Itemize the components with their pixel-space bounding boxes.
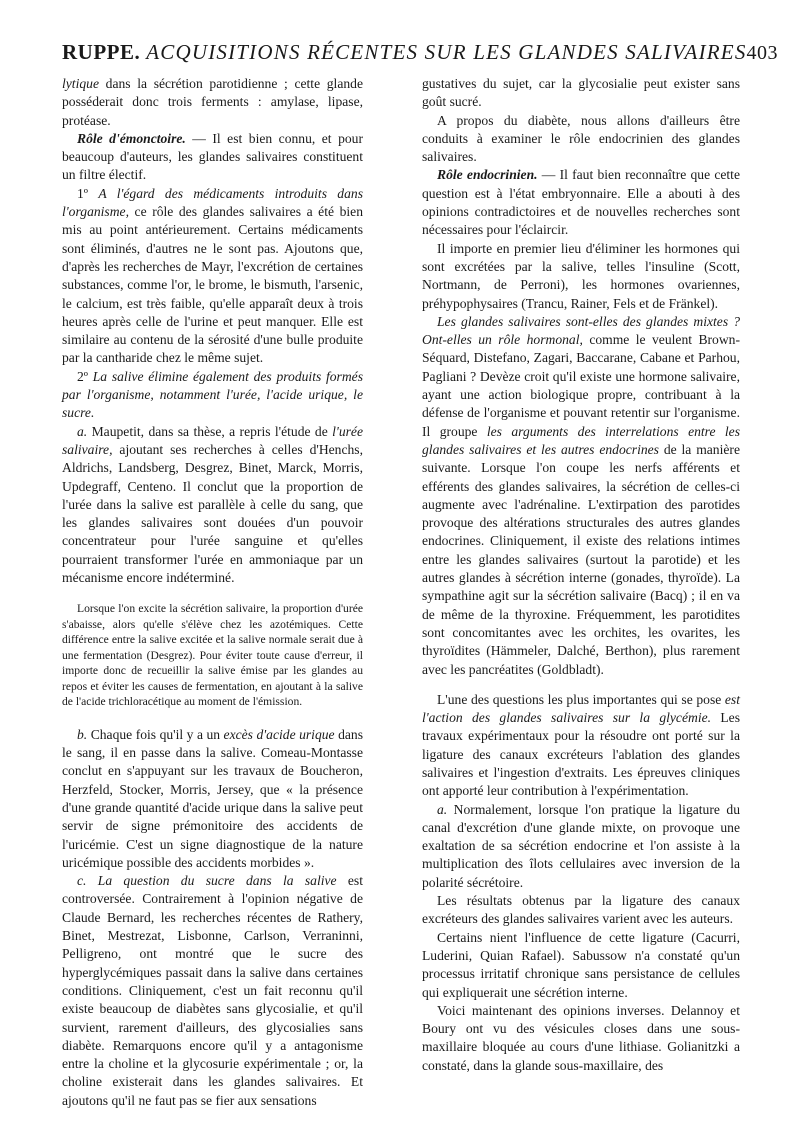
paragraph-text: Normalement, lorsque l'on pratique la ligature du canal d'excrétion d'une glande mixte, on provoque une exaltation de sa sécrétion endocrine et l'on assiste à la multiplication des îlots cellulaires avec inversion de la polarité sécrétoire.	[422, 801, 740, 890]
paragraph-text: — Il faut bien reconnaître que cette question est à l'état embryonnaire. Elle a abouti à des opinions contradictoires et de nouvelles recherches sont nécessaires pour l'éclaircir.	[422, 167, 740, 238]
item-letter: a.	[437, 801, 448, 817]
item-letter: b.	[77, 726, 88, 742]
paragraph: A propos du diabète, nous allons d'ailleurs être conduits à examiner le rôle endocrinien des glandes salivaires.	[422, 112, 740, 165]
paragraph	[62, 75, 363, 130]
left-column	[62, 75, 363, 1110]
italic-term: lytique	[62, 76, 99, 91]
item-number: 1º	[77, 185, 99, 201]
italic-lead: A l'égard des médicaments introduits dans l'organisme,	[62, 185, 363, 220]
paragraph	[62, 423, 363, 588]
italic-lead: La salive élimine également des produits formés par l'organisme, notamment l'urée, l'acide urique, le sucre.	[62, 368, 363, 421]
section-heading: Rôle d'émonctoire.	[77, 130, 186, 146]
paragraph	[422, 313, 740, 679]
small-print-note	[62, 601, 363, 710]
paragraph-text: dans la sécrétion parotidienne ; cette glande posséderait donc trois ferments : amylase, lipase, protéase.	[62, 76, 363, 128]
paragraph	[62, 130, 363, 185]
header-left	[62, 40, 747, 65]
paragraph: Les résultats obtenus par la ligature des canaux excréteurs des glandes salivaires varient avec les auteurs.	[422, 893, 740, 927]
italic-lead: La question du sucre dans la salive	[86, 873, 337, 889]
paragraph-text: ajoutant ses recherches à celles d'Henchs, Aldrichs, Landsberg, Desgrez, Binet, Marck, Morris, Updegraff, Centeno. Il conclut que la proportion de l'urée dans la salive est parallèle à celle du sang, que les glandes salivaires sont douées d'un pouvoir concentrateur pour l'urée sanguine et qu'elles pourraient transformer l'urée en ammoniaque par un mécanisme encore indéterminé.	[62, 441, 363, 586]
paragraph-text: ce rôle des glandes salivaires a été bien mis au point antérieurement. Certains médicaments sont éliminés, d'autres ne le sont pas. Ajoutons que, d'après les recherches de Mayr, l'excrétion de certaines substances, comme l'or, le brome, le bismuth, l'arsenic, le calcium, est très faible, qu'elle apparaît deux à trois heures après celle de l'urine et peut manquer. Elle est similaire au contenu de la sérosité d'une bulle produite par la cantharide chez le même sujet.	[62, 204, 363, 366]
paragraph	[62, 872, 363, 1110]
header-author: RUPPE.	[62, 40, 141, 64]
italic-term: excès d'acide urique	[223, 726, 335, 742]
italic-term: les arguments des interrelations entre les glandes salivaires et les autres endocrines	[422, 423, 740, 457]
paragraph: Certains nient l'influence de cette ligature (Cacurri, Luderini, Quian Rafael). Sabussow n'a constaté qu'un processus irritatif chronique sans persistance de cellules qui expliquerait une sécrétion interne.	[422, 929, 740, 1000]
paragraph-text: est controversée. Contrairement à l'opinion négative de Claude Bernard, les recherches récentes de Rathery, Binet, Mestrezat, Lisbonne, Carlson, Verraninni, Pelligreno, ont montré que le sucre des hyperglycémiques passait dans la salive dans certaines conditions. Cliniquement, c'est un fait reconnu qu'il existe beaucoup de diabètes sans glycosialie, et qu'il survient, rarement d'ailleurs, des glycosialies sans diabète. Remarquons encore qu'il y a antagonisme entre la choline et la glycosurie expérimentale ; or, la choline existerait dans les glandes salivaires. Et ajoutons qu'il ne faut pas se fier aux sensations	[62, 873, 363, 1108]
item-letter: a.	[77, 423, 88, 439]
paragraph-text: — Il est bien connu, et pour beaucoup d'auteurs, les glandes salivaires constituent un filtre électif.	[62, 130, 363, 183]
paragraph-text: Maupetit, dans sa thèse, a repris l'étude de	[87, 423, 333, 439]
paragraph-text: Chaque fois qu'il y a un	[87, 726, 224, 742]
note-text: Lorsque l'on excite la sécrétion salivaire, la proportion d'urée s'abaisse, alors qu'elle s'élève chez les azotémiques. Cette différence entre la salive excitée et la salive normale serait due à une fermentation (Desgrez). Pour éviter toute cause d'erreur, il importe donc de recueillir la salive émise par les glandes au repos et éviter les causes de fermentation, en ajoutant à la salive de l'acide trichloracétique au moment de l'émission.	[62, 602, 363, 709]
paragraph: gustatives du sujet, car la glycosialie peut exister sans goût sucré.	[422, 76, 740, 110]
italic-term: l'urée salivaire,	[62, 423, 363, 457]
paragraph-text: L'une des questions les plus importantes qui se pose	[437, 691, 725, 707]
paragraph-text: Les travaux expérimentaux pour la résoudre ont porté sur la ligature des canaux excréteurs l'ablation des glandes salivaires et l'ingestion d'extraits. Les épreuves cliniques ont apporté leur contribution à l'expérimentation.	[422, 710, 740, 799]
header-title: ACQUISITIONS RÉCENTES SUR LES GLANDES SALIVAIRES	[146, 40, 747, 64]
paragraph	[422, 801, 740, 892]
italic-term: est l'action des glandes salivaires sur la glycémie.	[422, 691, 740, 726]
page-number: 403	[746, 42, 779, 64]
item-number: 2º	[77, 368, 93, 384]
paragraph	[422, 166, 740, 239]
paragraph-text: de la manière suivante. Lorsque l'on coupe les nerfs afférents et efférents des glandes salivaires, la sécrétion de celles-ci augmente avec l'adrénaline. L'extirpation des parotides provoque des altérations structurales des autres glandes endocrines. Cliniquement, il existe des relations intimes entre les glandes salivaires (surtout la parotide) et les autres glandes à sécrétion interne (gonades, thyroïde). La sympathine agit sur la sécrétion salivaire (Bacq) ; il en va de même de la thyroxine. Fréquemment, les parotidites sont concomitantes avec les orchites, les ovarites, les thyroïdites (Hämmeler, Dalché, Berthon), plus rarement avec les pancréatites (Goldbladt).	[422, 441, 740, 677]
paragraph-text: comme le veulent Brown-Séquard, Distefano, Zagari, Baccarane, Cabane et Parhou, Pagliani ? Devèze croit qu'il existe une hormone salivaire, ayant une action biologique propre, contribuant à la défense de l'organisme et pouvant retentir sur l'organisme. Il groupe	[422, 332, 740, 439]
item-letter: c.	[77, 873, 87, 889]
italic-lead: Les glandes salivaires sont-elles des glandes mixtes ? Ont-elles un rôle hormonal,	[422, 313, 740, 348]
paragraph	[62, 726, 363, 872]
spacer	[422, 679, 740, 691]
paragraph: Il importe en premier lieu d'éliminer les hormones qui sont excrétées par la salive, telles l'insuline (Scott, Nortmann, de Perroni), les hormones ovariennes, préhypophysaires (Trancu, Rainer, Fels et de Fränkel).	[422, 240, 740, 311]
section-heading: Rôle endocrinien.	[437, 167, 538, 183]
right-column	[422, 75, 740, 1075]
running-header	[62, 40, 779, 74]
paragraph: Voici maintenant des opinions inverses. Delannoy et Boury ont vu des vésicules closes dans une sous-maxillaire bloquée au cours d'une lithiase. Golianitzki a constaté, dans la glande sous-maxillaire, des	[422, 1002, 740, 1073]
paragraph-text: dans le sang, il en passe dans la salive. Comeau-Montasse conclut en s'appuyant sur les travaux de Boucheron, Herzfeld, Stocker, Morris, Jersey, que « la présence d'une grande quantité d'acide urique dans la salive peut servir de signe prémonitoire des accidents de l'uricémie. C'est un signe diagnostique de la nature uricémique possible des accidents morbides ».	[62, 726, 363, 870]
paragraph	[62, 185, 363, 368]
paragraph	[422, 691, 740, 801]
paragraph	[62, 368, 363, 423]
